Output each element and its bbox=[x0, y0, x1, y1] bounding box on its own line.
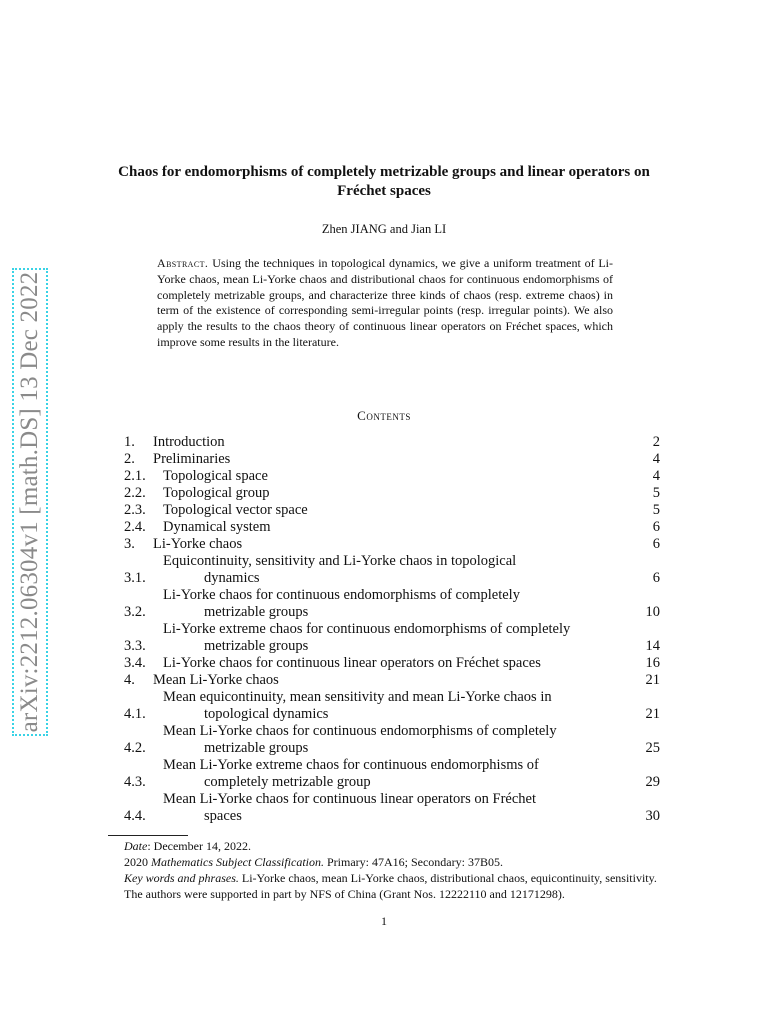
toc-entry-title bbox=[153, 451, 620, 468]
toc-entry-number: 3.3. bbox=[124, 638, 146, 654]
toc-entry-page: 29 bbox=[645, 774, 660, 790]
toc-entry-title bbox=[163, 791, 620, 825]
toc-entry-number: 4.3. bbox=[124, 774, 146, 790]
toc-entry-title bbox=[163, 587, 620, 621]
toc-entry-title-line: Mean Li-Yorke extreme chaos for continuous endomorphisms of bbox=[163, 757, 539, 773]
toc-entry-page: 21 bbox=[645, 706, 660, 722]
toc-entry-page: 2 bbox=[652, 434, 660, 450]
keywords-value: Li-Yorke chaos, mean Li-Yorke chaos, distributional chaos, equicontinuity, sensitivity. bbox=[238, 871, 657, 885]
toc-entry[interactable] bbox=[124, 621, 660, 655]
msc-prefix: 2020 bbox=[124, 855, 151, 869]
toc-entry-page: 5 bbox=[652, 485, 660, 501]
toc-entry-title bbox=[163, 689, 620, 723]
toc-entry-title bbox=[163, 553, 620, 587]
toc-entry-title-line: Li-Yorke chaos bbox=[153, 536, 243, 552]
abstract-label: Abstract. bbox=[157, 256, 209, 270]
toc-entry-number: 4.1. bbox=[124, 706, 146, 722]
toc-entry-number: 2. bbox=[124, 451, 135, 467]
footnote-msc bbox=[108, 854, 660, 870]
toc-entry[interactable] bbox=[124, 757, 660, 791]
toc-entry-title bbox=[163, 502, 620, 519]
date-value: : December 14, 2022. bbox=[147, 839, 251, 853]
toc-entry-title-line: Mean equicontinuity, mean sensitivity and mean Li-Yorke chaos in bbox=[163, 689, 552, 705]
toc-entry-title-continuation: metrizable groups bbox=[204, 604, 309, 620]
toc-entry-page: 25 bbox=[645, 740, 660, 756]
toc-entry-title bbox=[153, 536, 620, 553]
footnote-date bbox=[108, 838, 660, 854]
table-of-contents bbox=[124, 434, 660, 825]
toc-entry[interactable] bbox=[124, 553, 660, 587]
toc-entry[interactable] bbox=[124, 791, 660, 825]
toc-entry-number: 3.1. bbox=[124, 570, 146, 586]
toc-entry[interactable] bbox=[124, 587, 660, 621]
toc-entry[interactable] bbox=[124, 655, 660, 672]
toc-entry[interactable] bbox=[124, 672, 660, 689]
toc-entry-number: 2.4. bbox=[124, 519, 146, 535]
toc-entry-number: 2.2. bbox=[124, 485, 146, 501]
toc-entry-number: 3.2. bbox=[124, 604, 146, 620]
arxiv-identifier-stamp bbox=[12, 268, 48, 736]
toc-entry[interactable] bbox=[124, 451, 660, 468]
footnote-support: The authors were supported in part by NFS of China (Grant Nos. 12222110 and 12171298). bbox=[124, 887, 565, 901]
toc-entry-title bbox=[153, 434, 620, 451]
toc-entry-title-continuation: completely metrizable group bbox=[204, 774, 371, 790]
msc-label: Mathematics Subject Classification. bbox=[151, 855, 324, 869]
toc-entry[interactable] bbox=[124, 434, 660, 451]
toc-entry-title-continuation: dynamics bbox=[204, 570, 260, 586]
paper-title: Chaos for endomorphisms of completely metrizable groups and linear operators on Fréchet spaces bbox=[118, 164, 650, 199]
toc-entry[interactable] bbox=[124, 536, 660, 553]
toc-entry-title-line: Mean Li-Yorke chaos for continuous linear operators on Fréchet bbox=[163, 791, 537, 807]
toc-entry-title-continuation: metrizable groups bbox=[204, 740, 309, 756]
toc-entry-title-line: Topological space bbox=[163, 468, 268, 484]
toc-entry-page: 6 bbox=[652, 570, 660, 586]
footnote-keywords bbox=[108, 870, 660, 886]
toc-entry-page: 6 bbox=[652, 519, 660, 535]
toc-entry-number: 4.4. bbox=[124, 808, 146, 824]
toc-entry-page: 14 bbox=[645, 638, 660, 654]
toc-entry-title bbox=[163, 519, 620, 536]
toc-entry-title bbox=[163, 485, 620, 502]
toc-entry-title bbox=[163, 468, 620, 485]
toc-entry-title bbox=[153, 672, 620, 689]
keywords-label: Key words and phrases. bbox=[124, 871, 239, 885]
toc-entry-title-line: Li-Yorke chaos for continuous endomorphisms of completely bbox=[163, 587, 520, 603]
footnote-rule bbox=[108, 835, 188, 836]
toc-entry-title-line: Topological group bbox=[163, 485, 270, 501]
toc-entry-number: 2.1. bbox=[124, 468, 146, 484]
toc-entry-page: 4 bbox=[652, 451, 660, 467]
msc-value: Primary: 47A16; Secondary: 37B05. bbox=[323, 855, 503, 869]
toc-entry-number: 3.4. bbox=[124, 655, 146, 671]
toc-entry-title-continuation: spaces bbox=[204, 808, 242, 824]
toc-entry-title-line: Mean Li-Yorke chaos bbox=[153, 672, 279, 688]
toc-entry-title bbox=[163, 757, 620, 791]
toc-entry-title bbox=[163, 655, 620, 672]
toc-entry-page: 6 bbox=[652, 536, 660, 552]
date-label: Date bbox=[124, 839, 148, 853]
paper-authors: Zhen JIANG and Jian LI bbox=[321, 222, 447, 236]
page-number: 1 bbox=[381, 914, 387, 928]
toc-entry-title-line: Mean Li-Yorke chaos for continuous endomorphisms of completely bbox=[163, 723, 557, 739]
toc-entry[interactable] bbox=[124, 468, 660, 485]
toc-entry-title bbox=[163, 621, 620, 655]
toc-entry-page: 10 bbox=[645, 604, 660, 620]
toc-entry-title-line: Preliminaries bbox=[153, 451, 231, 467]
abstract-text: Using the techniques in topological dynamics, we give a uniform treatment of Li-Yorke chaos, mean Li-Yorke chaos and distributional chaos for continuous endomorphisms of completely metrizable groups, and characterize three kinds of chaos (resp. extreme chaos) in term of the existence of corresponding semi-irregular points (resp. irregular points). We also apply the results to the chaos theory of continuous linear operators on Fréchet spaces, which improve some results in the literature. bbox=[157, 256, 613, 349]
toc-entry-page: 16 bbox=[645, 655, 660, 671]
toc-entry-title-line: Equicontinuity, sensitivity and Li-Yorke chaos in topological bbox=[163, 553, 517, 569]
toc-entry[interactable] bbox=[124, 689, 660, 723]
toc-entry[interactable] bbox=[124, 723, 660, 757]
toc-entry-title bbox=[163, 723, 620, 757]
contents-heading: Contents bbox=[357, 408, 411, 423]
toc-entry-number: 4.2. bbox=[124, 740, 146, 756]
toc-entry-page: 4 bbox=[652, 468, 660, 484]
arxiv-identifier: arXiv:2212.06304v1 [math.DS] 13 Dec 2022 bbox=[16, 271, 43, 733]
toc-entry[interactable] bbox=[124, 485, 660, 502]
toc-entry-title-line: Li-Yorke chaos for continuous linear operators on Fréchet spaces bbox=[163, 655, 541, 671]
toc-entry-title-continuation: topological dynamics bbox=[204, 706, 329, 722]
toc-entry-page: 21 bbox=[645, 672, 660, 688]
toc-entry-title-line: Dynamical system bbox=[163, 519, 271, 535]
toc-entry-title-line: Li-Yorke extreme chaos for continuous endomorphisms of completely bbox=[163, 621, 571, 637]
toc-entry-number: 1. bbox=[124, 434, 135, 450]
footnotes bbox=[108, 838, 660, 902]
toc-entry[interactable] bbox=[124, 519, 660, 536]
toc-entry-number: 2.3. bbox=[124, 502, 146, 518]
toc-entry-title-continuation: metrizable groups bbox=[204, 638, 309, 654]
toc-entry-page: 5 bbox=[652, 502, 660, 518]
toc-entry[interactable] bbox=[124, 502, 660, 519]
toc-entry-title-line: Introduction bbox=[153, 434, 225, 450]
abstract bbox=[157, 256, 613, 351]
toc-entry-title-line: Topological vector space bbox=[163, 502, 308, 518]
toc-entry-number: 4. bbox=[124, 672, 135, 688]
toc-entry-page: 30 bbox=[645, 808, 660, 824]
toc-entry-number: 3. bbox=[124, 536, 135, 552]
